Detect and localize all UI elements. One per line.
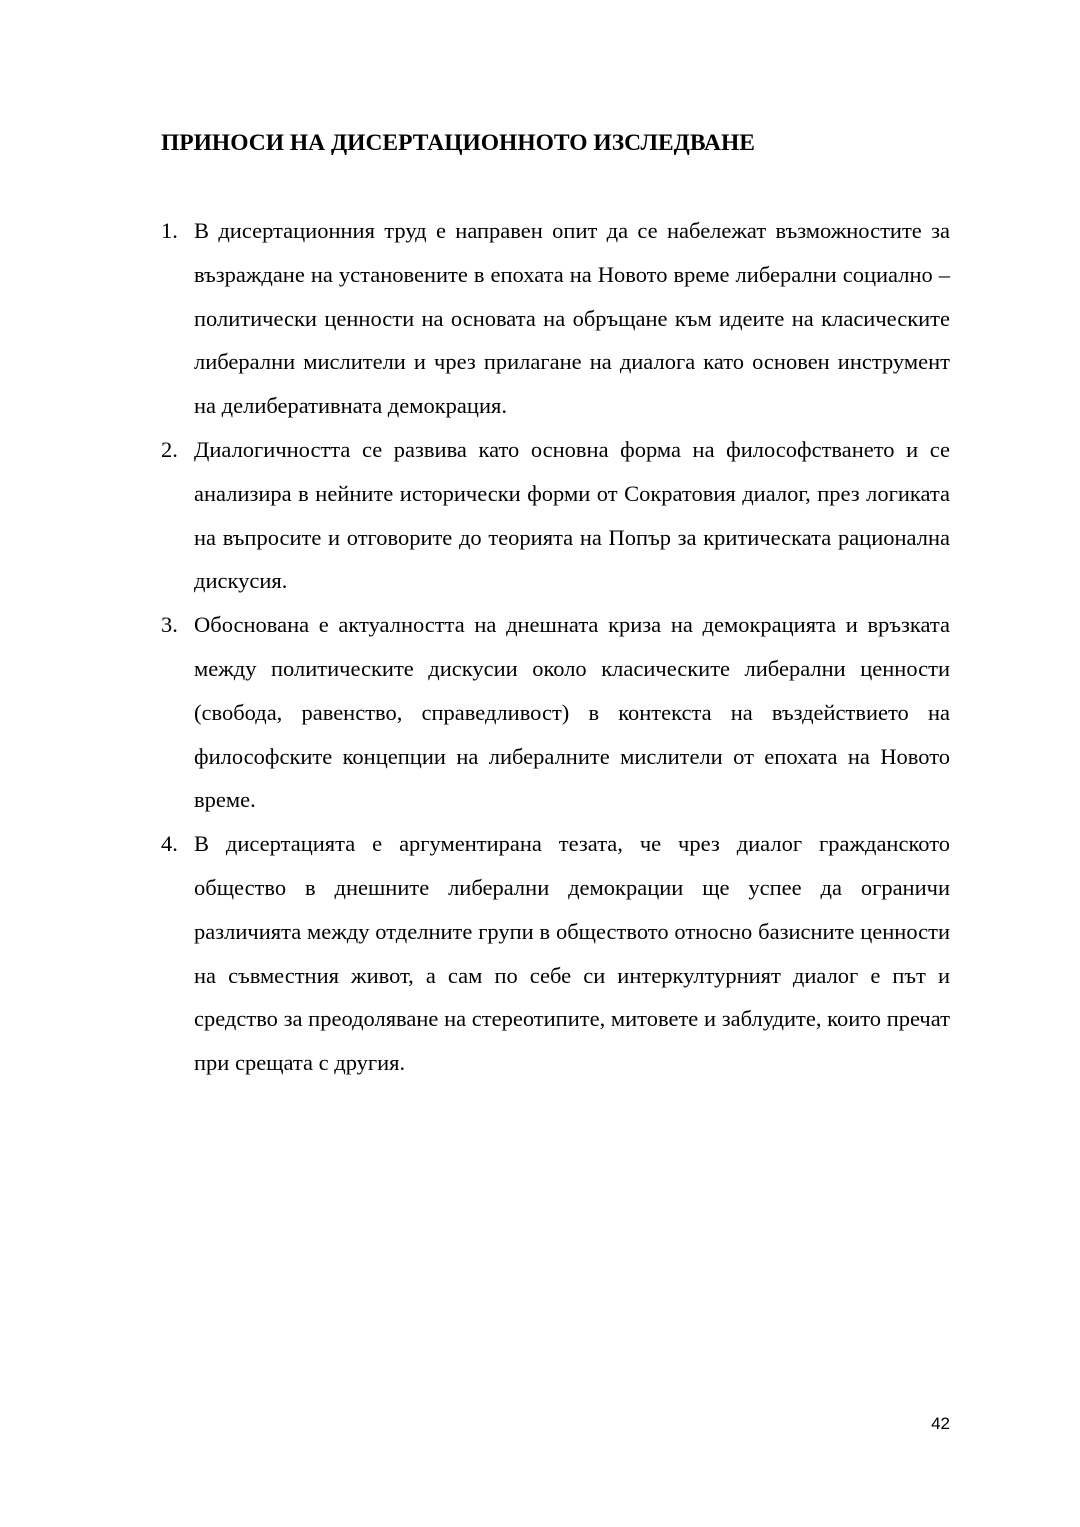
- page-title: ПРИНОСИ НА ДИСЕРТАЦИОННОТО ИЗСЛЕДВАНЕ: [161, 130, 755, 156]
- page-number: 42: [931, 1414, 950, 1433]
- contributions-list: [161, 209, 950, 1085]
- list-item-text: В дисертацията е аргументирана тезата, че чрез диалог гражданското общество в днешните либерални демокрации ще успее да ограничи различията между отделните групи в обществото относно базисните ценности на съвместния живот, а сам по себе си интеркултурният диалог е път и средство за преодоляване на стереотипите, митовете и заблудите, които пречат при срещата с другия.: [194, 831, 950, 1076]
- list-item-text: Обоснована е актуалността на днешната криза на демокрацията и връзката между политическите дискусии около класическите либерални ценности (свобода, равенство, справедливост) в контекста на въздействието на философските концепции на либералните мислители от епохата на Новото време.: [194, 612, 950, 813]
- list-item-number: 3.: [161, 612, 178, 638]
- list-item: [161, 209, 950, 428]
- list-item-number: 1.: [161, 218, 178, 243]
- list-item-text: Диалогичността се развива като основна форма на философстването и се анализира в нейните исторически форми от Сократовия диалог, през логиката на въпросите и отговорите до теорията на Попър за критическата рационална дискусия.: [194, 436, 950, 594]
- list-item-text: В дисертационния труд е направен опит да се набележат възможностите за възраждане на установените в епохата на Новото време либерални социално – политически ценности на основата на обръщане към идеите на класическите либерални мислители и чрез прилагане на диалога като основен инструмент на делиберативната демокрация.: [194, 218, 950, 419]
- list-item-number: 4.: [161, 831, 178, 857]
- list-item: [161, 603, 950, 822]
- list-item: [161, 428, 950, 603]
- list-item: [161, 822, 950, 1085]
- list-item-number: 2.: [161, 436, 178, 462]
